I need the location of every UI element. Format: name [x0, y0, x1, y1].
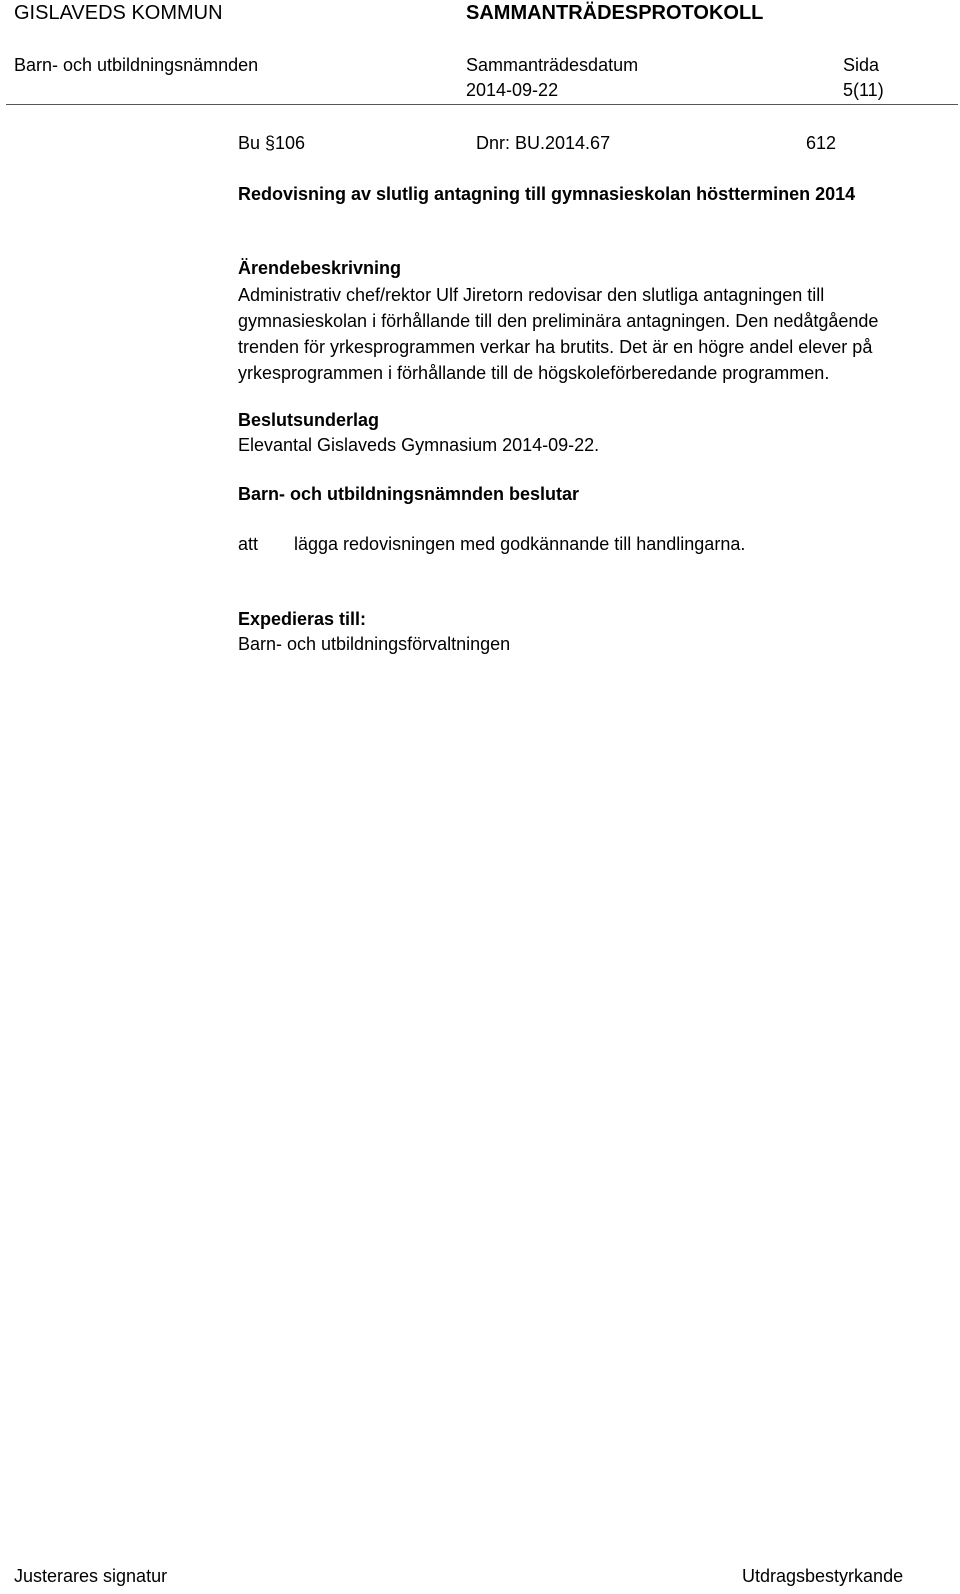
decision-text: lägga redovisningen med godkännande till handlingarna. — [294, 534, 746, 554]
basis-heading: Beslutsunderlag — [238, 410, 380, 430]
footer-signature-label: Justerares signatur — [14, 1566, 168, 1586]
page-number: 5(11) — [843, 80, 884, 100]
description-heading: Ärendebeskrivning — [238, 258, 402, 278]
case-code: 612 — [806, 133, 837, 153]
page-label: Sida — [843, 55, 880, 75]
date-value: 2014-09-22 — [466, 80, 559, 100]
sent-heading: Expedieras till: — [238, 609, 367, 629]
document-type: SAMMANTRÄDESPROTOKOLL — [466, 2, 764, 24]
description-text: Administrativ chef/rektor Ulf Jiretorn redovisar den slutliga antagningen till gymnasieskolan i förhållande till den preliminära antagningen. Den nedåtgående trenden för yrkesprogrammen verkar ha brutits. Det är en högre andel elever på yrkesprogrammen i förhållande till de högskoleförberedande programmen. — [238, 285, 879, 383]
footer-certification-label: Utdragsbestyrkande — [742, 1566, 904, 1586]
decision-att: att — [238, 534, 259, 554]
basis-text: Elevantal Gislaveds Gymnasium 2014-09-22. — [238, 435, 600, 455]
sent-to: Barn- och utbildningsförvaltningen — [238, 634, 511, 654]
case-dnr: Dnr: BU.2014.67 — [476, 133, 611, 153]
organization-name: GISLAVEDS KOMMUN — [14, 2, 223, 24]
committee-name: Barn- och utbildningsnämnden — [14, 55, 259, 75]
decision-heading: Barn- och utbildningsnämnden beslutar — [238, 484, 580, 504]
case-paragraph: Bu §106 — [238, 133, 306, 153]
header-divider — [6, 104, 958, 105]
case-title: Redovisning av slutlig antagning till gymnasieskolan höstterminen 2014 — [238, 184, 856, 204]
date-label: Sammanträdesdatum — [466, 55, 639, 75]
